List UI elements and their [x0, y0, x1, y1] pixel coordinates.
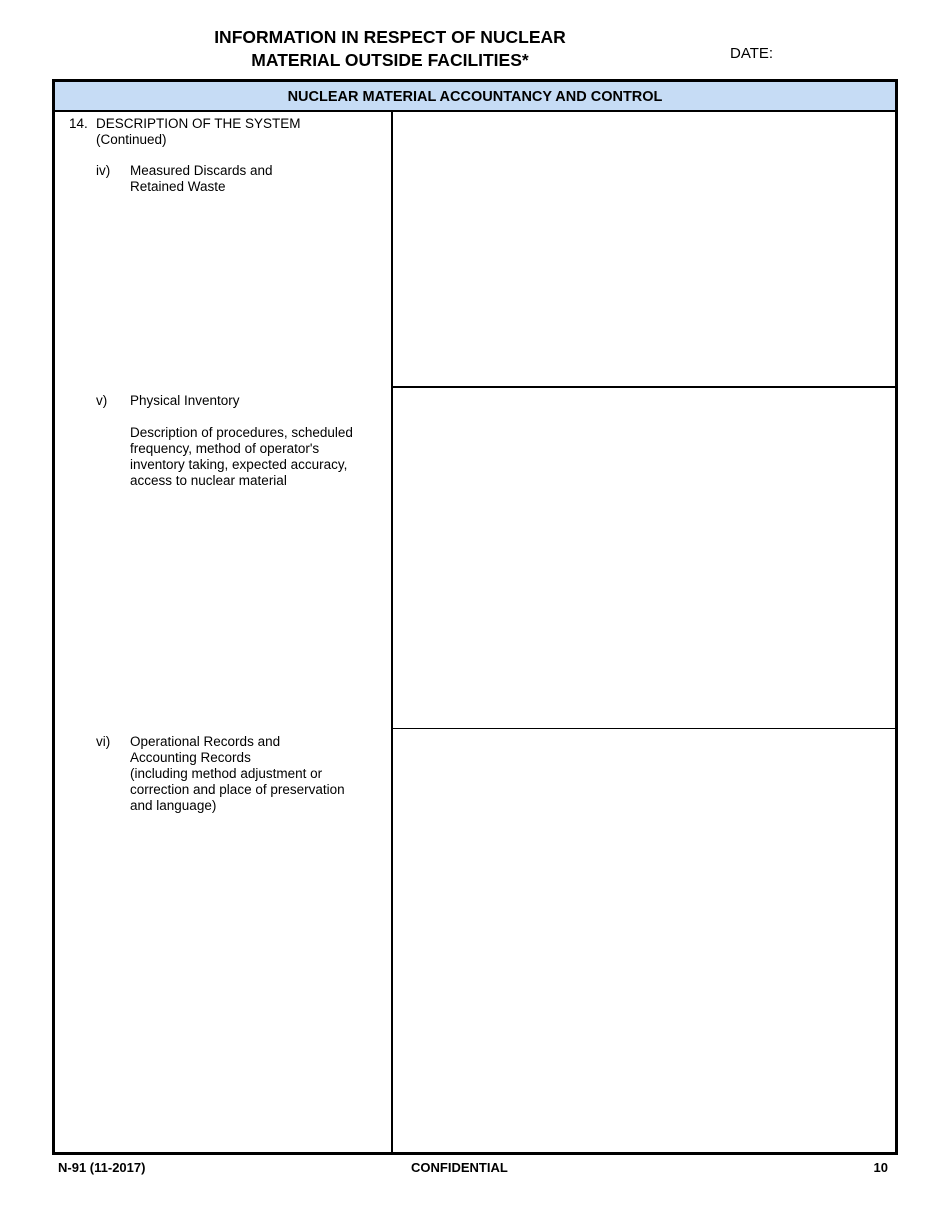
subitem-v-description	[130, 425, 380, 489]
response-field-vi[interactable]	[393, 729, 895, 1152]
section-header: NUCLEAR MATERIAL ACCOUNTANCY AND CONTROL	[55, 82, 895, 112]
subitem-iv-label-line-1: Measured Discards and	[130, 163, 273, 178]
item-14-heading-line-1: DESCRIPTION OF THE SYSTEM	[96, 116, 301, 131]
subitem-vi-label-line-3: (including method adjustment or	[130, 766, 323, 781]
subitem-vi-label-line-1: Operational Records and	[130, 734, 281, 749]
subitem-vi-label-line-2: Accounting Records	[130, 750, 251, 765]
subitem-vi-label-line-4: correction and place of preservation	[130, 782, 345, 797]
subitem-vi-label-line-5: and language)	[130, 798, 217, 813]
subitem-v-label: Physical Inventory	[130, 393, 240, 408]
item-14-number: 14.	[69, 116, 88, 131]
subitem-iv-label-line-2: Retained Waste	[130, 179, 226, 194]
item-14-heading-line-2: (Continued)	[96, 132, 167, 147]
footer-classification: CONFIDENTIAL	[411, 1160, 508, 1175]
form-title-line-1: INFORMATION IN RESPECT OF NUCLEAR	[214, 27, 566, 47]
form-title-line-2: MATERIAL OUTSIDE FACILITIES*	[251, 50, 529, 70]
subitem-v-roman: v)	[96, 393, 108, 408]
subitem-vi-roman: vi)	[96, 734, 111, 749]
subitem-v-description-line-4: access to nuclear material	[130, 473, 287, 488]
subitem-vi-label	[130, 734, 380, 814]
date-label: DATE:	[730, 45, 774, 62]
subitem-v-description-line-3: inventory taking, expected accuracy,	[130, 457, 348, 472]
response-field-iv[interactable]	[393, 112, 895, 386]
subitem-iv-label	[130, 163, 380, 195]
form-frame	[52, 79, 898, 1155]
response-field-v[interactable]	[393, 388, 895, 728]
item-14-heading	[96, 116, 386, 148]
form-title	[190, 26, 590, 72]
footer-page-number: 10	[873, 1160, 888, 1175]
subitem-v-description-line-2: frequency, method of operator's	[130, 441, 320, 456]
footer-form-id: N-91 (11-2017)	[58, 1160, 146, 1175]
subitem-v-description-line-1: Description of procedures, scheduled	[130, 425, 353, 440]
subitem-iv-roman: iv)	[96, 163, 111, 178]
